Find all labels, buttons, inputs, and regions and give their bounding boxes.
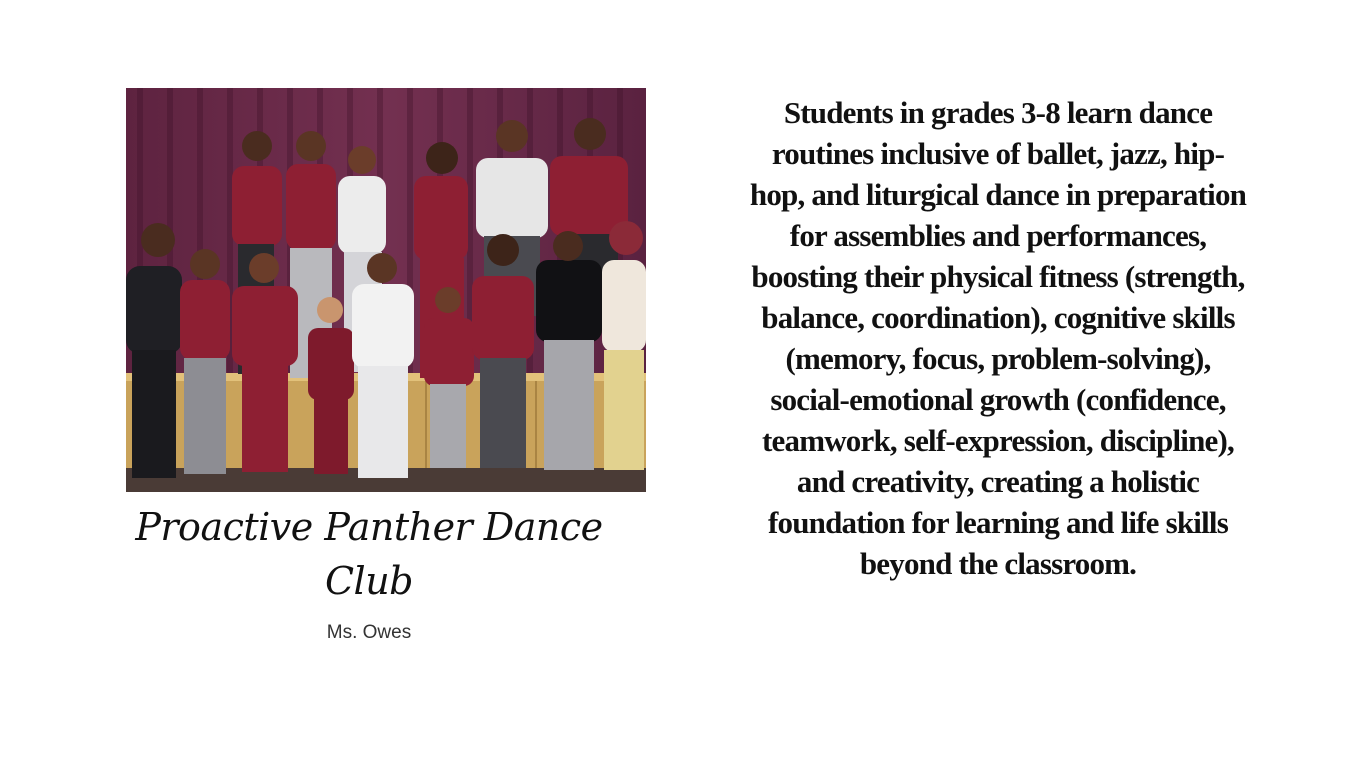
club-description: Students in grades 3-8 learn dance routines inclusive of ballet, jazz, hip-hop, and liturgical dance in preparation for assemblies and performances, boosting their physical fitness (strength, balance, coordination), cognitive skills (memory, focus, problem-solving), social-emotional growth (confidence, teamwork, self-expression, discipline), and creativity, creating a holistic foundation for learning and life skills beyond the classroom. bbox=[749, 95, 1247, 581]
group-photo-illustration bbox=[126, 88, 646, 492]
group-photo bbox=[126, 88, 646, 492]
club-title: Proactive Panther Dance Club bbox=[135, 505, 603, 603]
club-leader-name: Ms. Owes bbox=[326, 622, 412, 643]
